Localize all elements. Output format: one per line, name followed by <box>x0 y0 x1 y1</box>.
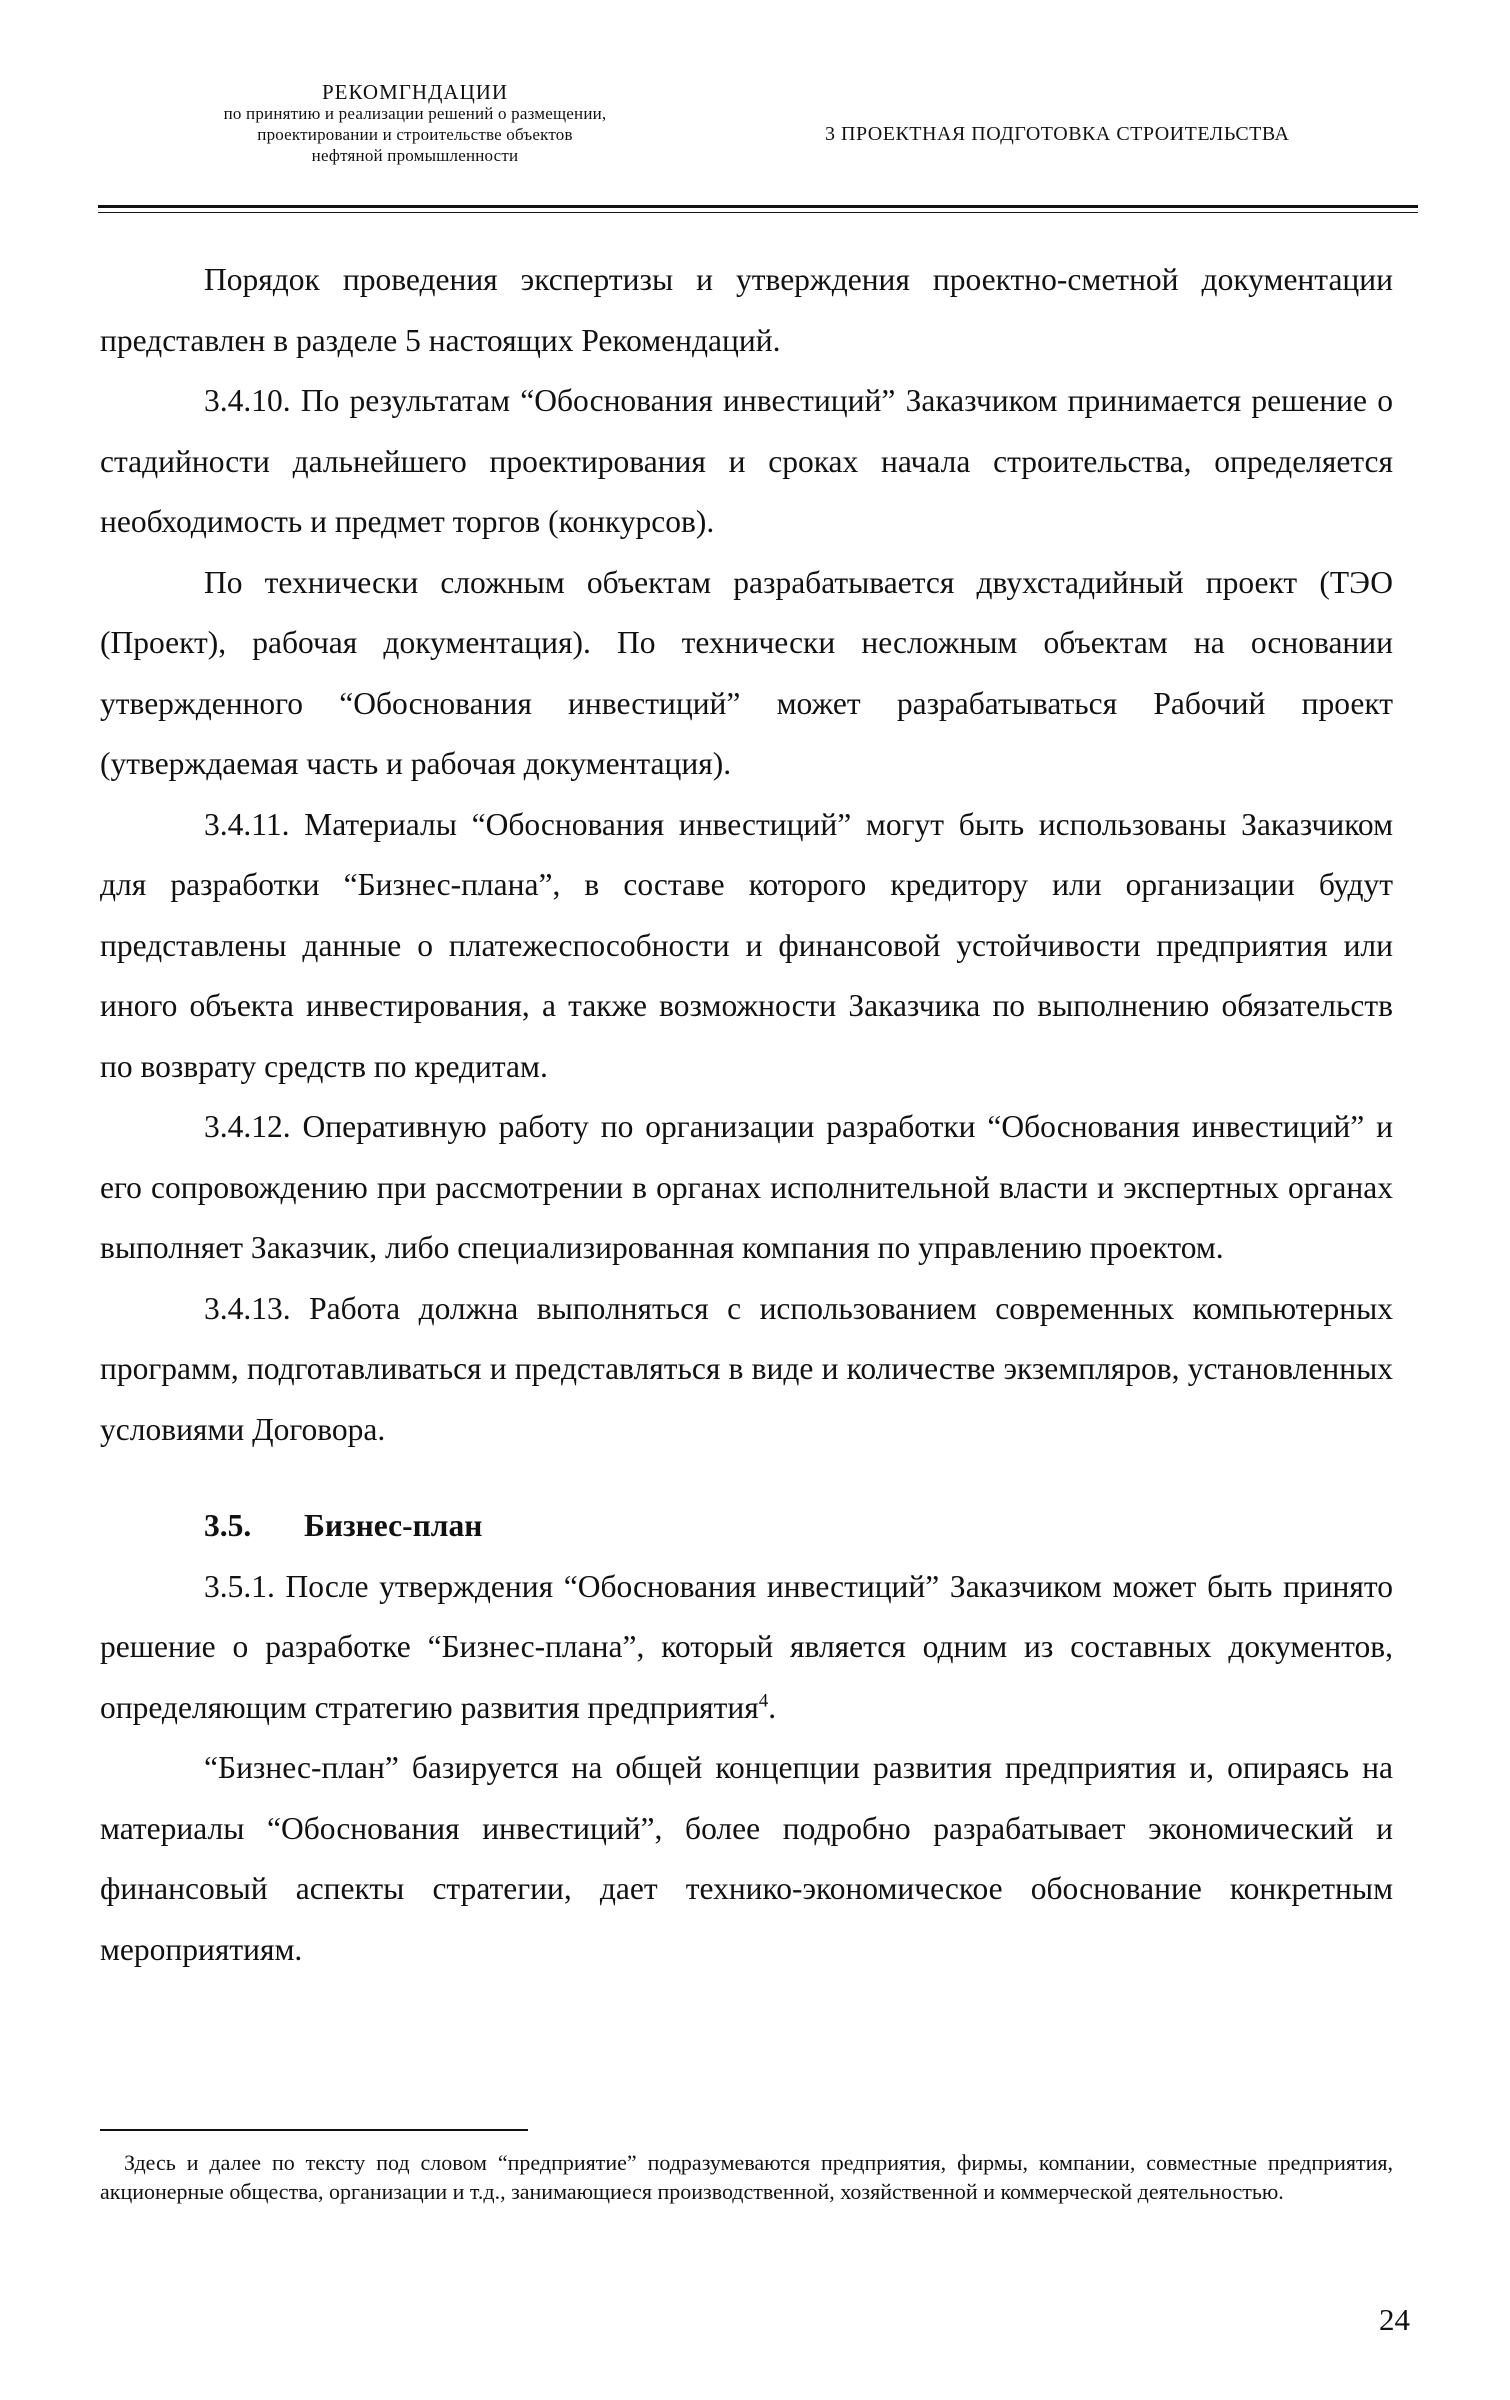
paragraph: По технически сложным объектам разрабатывается двухстадийный проект (ТЭО (Проект), рабочая документация). По технически несложным объектам на основании утвержденного “Обоснования инвестиций” может разрабатываться Рабочий проект (утверждаемая часть и рабочая документация). <box>100 564 1393 781</box>
paragraph-3-4-13: 3.4.13. Работа должна выполняться с использованием современных компьютерных программ, подготавливаться и представляться в виде и количестве экземпляров, установленных условиями Договора. <box>100 1290 1393 1447</box>
page-number: 24 <box>1379 2302 1410 2337</box>
paragraph-3-5-1 <box>100 1557 1393 1739</box>
paragraph: “Бизнес-план” базируется на общей концепции развития предприятия и, опираясь на материалы “Обоснования инвестиций”, более подробно разрабатывает экономический и финансовый аспекты стратегии, дает технико-экономическое обоснование конкретным мероприятиям. <box>100 1750 1393 1967</box>
header-subtitle-line-1: по принятию и реализации решений о размещении, <box>223 104 607 123</box>
header-rule-thick <box>98 205 1418 208</box>
header-subtitle-line-2: проектировании и строительстве объектов <box>257 125 573 144</box>
paragraph-text: 3.5.1. После утверждения “Обоснования инвестиций” Заказчиком может быть принято решение о разработке “Бизнес-плана”, который является одним из составных документов, определяющим стратегию развития предприятия <box>100 1568 1393 1725</box>
body-text <box>100 250 1393 1980</box>
paragraph-end: . <box>768 1689 777 1725</box>
footnote-reference[interactable]: 4 <box>758 1690 769 1711</box>
section-title: Бизнес-план <box>304 1508 483 1543</box>
footnote-separator <box>100 2129 528 2131</box>
footnote-text: Здесь и далее по тексту под словом “предприятие” подразумеваются предприятия, фирмы, компании, совместные предприятия, акционерные общества, организации и т.д., занимающиеся производственной, хозяйственной и коммерческой деятельностью. <box>100 2150 1393 2204</box>
paragraph-3-4-10: 3.4.10. По результатам “Обоснования инвестиций” Заказчиком принимается решение о стадийности дальнейшего проектирования и сроках начала строительства, определяется необходимость и предмет торгов (конкурсов). <box>100 383 1393 539</box>
header-title: РЕКОМГНДАЦИИ <box>321 80 509 104</box>
section-heading <box>100 1496 1393 1557</box>
paragraph-3-4-12: 3.4.12. Оперативную работу по организации разработки “Обоснования инвестиций” и его сопровождению при рассмотрении в органах исполнительной власти и экспертных органах выполняет Заказчик, либо специализированная компания по управлению проектом. <box>100 1109 1393 1265</box>
paragraph-3-4-11: 3.4.11. Материалы “Обоснования инвестиций” могут быть использованы Заказчиком для разработки “Бизнес-плана”, в составе которого кредитору или организации будут представлены данные о платежеспособности и финансовой устойчивости предприятия или иного объекта инвестирования, а также возможности Заказчика по выполнению обязательств по возврату средств по кредитам. <box>100 806 1393 1084</box>
section-number: 3.5. <box>204 1508 252 1543</box>
header-subtitle-line-3: нефтяной промышленности <box>311 146 519 165</box>
running-header-left <box>135 82 695 166</box>
paragraph: Порядок проведения экспертизы и утверждения проектно-сметной документации представлен в разделе 5 настоящих Рекомендаций. <box>100 262 1393 358</box>
running-header-section: 3 ПРОЕКТНАЯ ПОДГОТОВКА СТРОИТЕЛЬСТВА <box>825 123 1290 145</box>
header-rule-thin <box>98 212 1418 213</box>
